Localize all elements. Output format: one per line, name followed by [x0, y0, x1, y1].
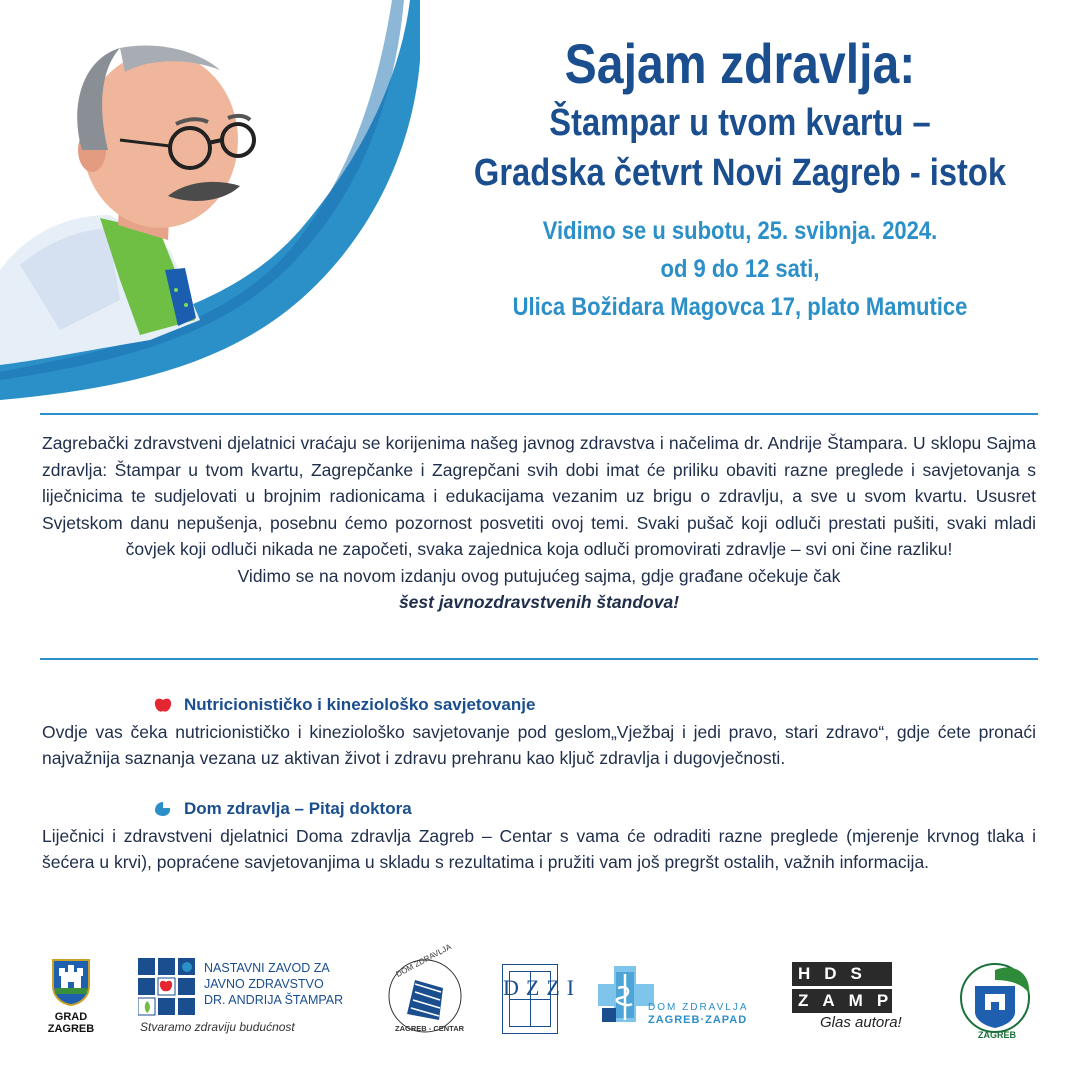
section-nutrition [42, 692, 1036, 772]
logo-text: HDS [792, 962, 892, 986]
zagreb-coat-of-arms-icon [51, 958, 91, 1006]
logo-dz-zapad [596, 964, 756, 1030]
logo-dz-centar [385, 942, 465, 1040]
logo-healthy-city [955, 956, 1039, 1044]
dz-zapad-cross-icon [596, 964, 656, 1026]
logo-text: GRAD [54, 1011, 88, 1023]
logo-text: DOM ZDRAVLJA [394, 942, 453, 979]
logo-slogan: Stvaramo zdraviju budućnost [140, 1020, 295, 1034]
event-date: Vidimo se u subotu, 25. svibnja. 2024. [542, 217, 938, 245]
section-title: Nutricionističko i kineziološko savjetovanje [184, 695, 536, 714]
divider-top [40, 413, 1038, 415]
logo-hds-zamp [792, 962, 910, 1038]
page-title: Sajam zdravlja: [564, 32, 916, 95]
logo-text: NASTAVNI ZAVOD ZA [204, 961, 330, 975]
logo-text: ZAGREB·ZAPAD [648, 1014, 748, 1026]
logo-text: ZAGREB [978, 1030, 1016, 1040]
intro-emphasis: šest javnozdravstvenih štandova! [398, 592, 680, 612]
logo-text: DOM ZDRAVLJA [648, 1002, 749, 1013]
logo-nzjz [138, 958, 358, 1034]
hero-illustration [0, 0, 420, 400]
event-time: od 9 do 12 sati, [660, 255, 820, 283]
logo-text: ZAGREB [47, 1023, 95, 1035]
healthy-city-apple-icon [955, 956, 1039, 1036]
logo-grad-zagreb [46, 958, 96, 1035]
event-location: Ulica Božidara Magovca 17, plato Mamutice [512, 293, 968, 321]
title-block [420, 30, 1060, 326]
intro-paragraph: Zagrebački zdravstveni djelatnici vraćaju se korijenima našeg javnog zdravstva i načelima dr. Andrije Štampara. U sklopu Sajma zdravlja: Štampar u tvom kvartu, Zagrepčanke i Zagrepčani svih dobi imat će priliku obaviti razne preglede i savjetovanja s liječnicima te sudjelovati u brojnim radionicama i edukacijama vezanim uz brigu o zdravlju, a sve u svom kvartu. Ususret Svjetskom danu nepušenja, posebnu ćemo pozornost posvetiti ovoj temi. Svaki pušač koji odluči prestati pušiti, svaki mladi čovjek koji odluči nikada ne započeti, svaka zajednica koja odluči promovirati zdravlje – svi oni čine razliku! [42, 433, 1036, 559]
section-heading [42, 796, 1036, 823]
logo-text: ZAMP [792, 989, 892, 1013]
logo-text: DR. ANDRIJA ŠTAMPAR [204, 993, 344, 1007]
section-body: Liječnici i zdravstveni djelatnici Doma zdravlja Zagreb – Centar s vama će odraditi razne preglede (mjerenje krvnog tlaka i šećera u krvi), popraćene savjetovanjima u skladu s rezultatima i pružiti vam još pregršt ostalih, važnih informacija. [42, 825, 1036, 872]
section-heading [42, 692, 1036, 719]
section-dom-zdravlja [42, 796, 1036, 876]
page-subtitle: Štampar u tvom kvartu – [549, 102, 931, 144]
sponsor-logos [0, 942, 1080, 1060]
intro-text [42, 430, 1036, 616]
logo-text: DZZI [503, 975, 582, 1000]
drop-bullet-icon [154, 801, 172, 817]
event-details [420, 212, 1060, 326]
divider-bottom [40, 658, 1038, 660]
nzjz-grid-icon [138, 958, 198, 1016]
logo-text: JAVNO ZDRAVSTVO [204, 977, 324, 991]
intro-line2: Vidimo se na novom izdanju ovog putujućeg sajma, gdje građane očekuje čak [237, 565, 841, 586]
page-district: Gradska četvrt Novi Zagreb - istok [473, 152, 1007, 194]
logo-dzzi [502, 964, 582, 1034]
section-body: Ovdje vas čeka nutricionističko i kineziološko savjetovanje pod geslom„Vježbaj i jedi pravo, stari zdravo“, gdje ćete pronaći najvažnija saznanja vezana uz aktivan život i zdravu prehranu kao ključ zdravlja i dugovječnosti. [42, 721, 1036, 768]
section-title: Dom zdravlja – Pitaj doktora [184, 799, 412, 818]
logo-slogan: Glas autora! [820, 1014, 902, 1031]
apple-bullet-icon [154, 697, 172, 713]
logo-text: ZAGREB - CENTAR [395, 1024, 465, 1033]
